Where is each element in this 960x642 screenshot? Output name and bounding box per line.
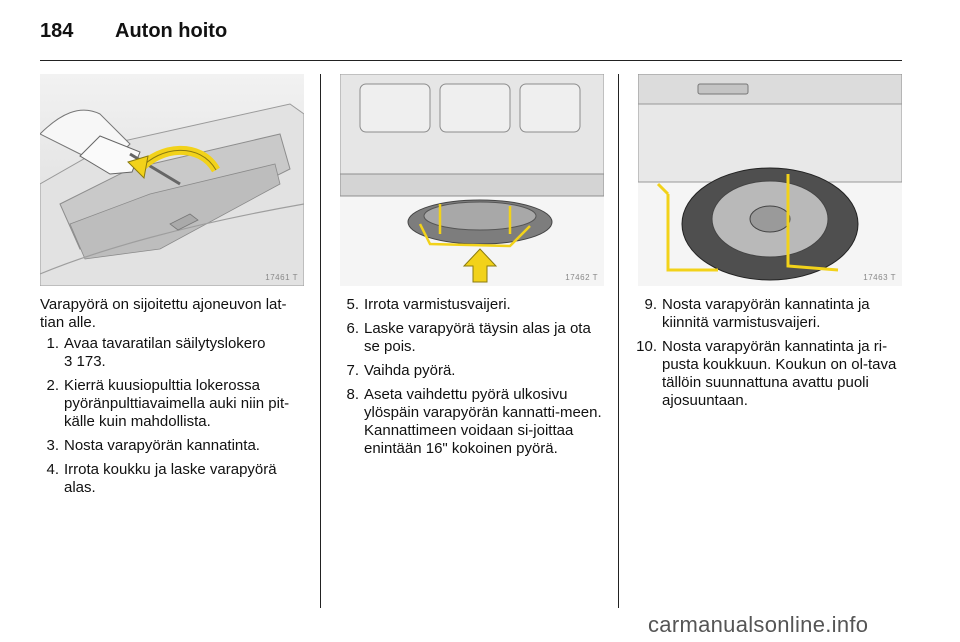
trunk-illustration [40, 74, 304, 286]
list-item: 6. Laske varapyörä täysin alas ja ota se pois. [346, 320, 591, 355]
figure-code: 17462 T [565, 273, 598, 282]
figure-spare-wheel-carrier [638, 74, 902, 286]
page-title: Auton hoito [115, 20, 228, 42]
list-item: 3. Nosta varapyörän kannatinta. [46, 437, 260, 454]
column-2-text [340, 296, 610, 464]
page-reference-link[interactable]: 3 173. [64, 353, 106, 370]
figure-trunk-storage [40, 74, 304, 286]
column-divider [618, 74, 619, 608]
figure-code: 17463 T [863, 273, 896, 282]
step-list [340, 296, 610, 458]
list-item: 4. Irrota koukku ja laske varapyörä alas. [46, 461, 277, 496]
carrier-illustration [638, 74, 902, 286]
intro-paragraph: Varapyörä on sijoitettu ajoneuvon lat-tian alle. [40, 296, 287, 331]
figure-code: 17461 T [265, 273, 298, 282]
figure-spare-wheel-lowering [340, 74, 604, 286]
list-item: 5. Irrota varmistusvaijeri. [346, 296, 511, 313]
list-item: 10. Nosta varapyörän kannatinta ja ri-pusta koukkuun. Koukun on ol-tava tällöin suunnattuna avattu puoli ajosuuntaan. [636, 338, 897, 409]
column-3-text [634, 296, 904, 416]
spare-wheel-illustration [340, 74, 604, 286]
watermark: carmanualsonline.info [648, 612, 869, 637]
column-divider [320, 74, 321, 608]
page-header [40, 20, 920, 44]
list-item: 8. Aseta vaihdettu pyörä ulkosivu ylöspäin varapyörän kannatti-meen. Kannattimeen voidaan si-joittaa enintään 16" kokoinen pyörä. [346, 386, 602, 457]
column-1-text [40, 296, 310, 503]
step-list [40, 335, 310, 497]
list-item: 9. Nosta varapyörän kannatinta ja kiinnitä varmistusvaijeri. [644, 296, 870, 331]
page-number: 184 [40, 20, 74, 42]
list-item: 1. Avaa tavaratilan säilytyslokero 3 173. [40, 335, 310, 371]
list-item: 7. Vaihda pyörä. [346, 362, 456, 379]
list-item: 2. Kierrä kuusiopulttia lokerossa pyöränpulttiavaimella auki niin pit-källe kuin mahdollista. [46, 377, 290, 430]
step-list [634, 296, 904, 410]
header-rule [40, 60, 902, 61]
